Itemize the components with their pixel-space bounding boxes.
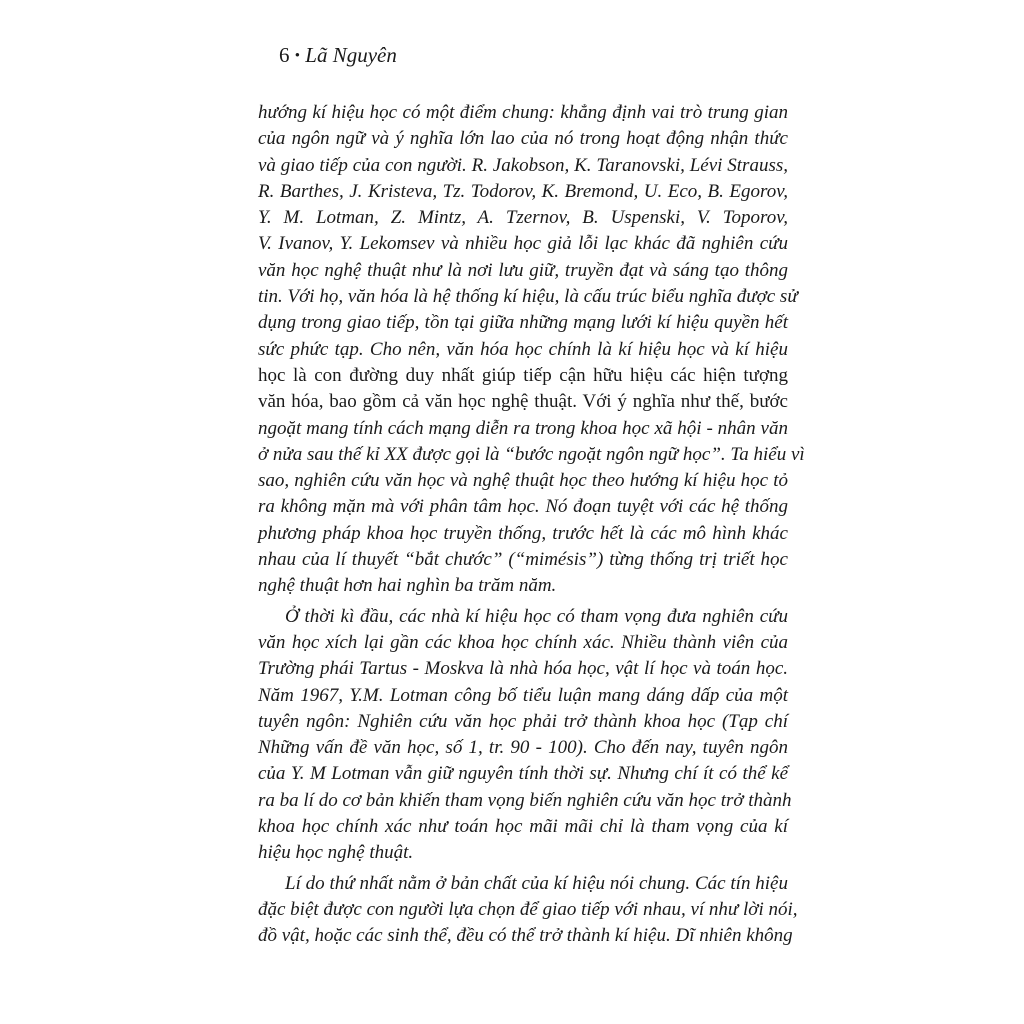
text-line: văn học nghệ thuật như là nơi lưu giữ, truyền đạt và sáng tạo thông [258, 259, 788, 281]
text-line: ngoặt mang tính cách mạng diễn ra trong khoa học xã hội - nhân văn [258, 417, 788, 439]
text-line: văn hóa, bao gồm cả văn học nghệ thuật. Với ý nghĩa như thế, bước [258, 391, 788, 413]
text-line: văn học xích lại gần các khoa học chính xác. Nhiều thành viên của [258, 631, 788, 653]
text-line: đồ vật, hoặc các sinh thể, đều có thể trở thành kí hiệu. Dĩ nhiên không [258, 925, 793, 947]
header-separator: • [294, 48, 301, 64]
text-line: hiệu học nghệ thuật. [258, 842, 414, 864]
text-line: Ở thời kì đầu, các nhà kí hiệu học có tham vọng đưa nghiên cứu [285, 605, 788, 627]
text-line: nghệ thuật hơn hai nghìn ba trăm năm. [258, 575, 557, 597]
paragraph-1 [258, 100, 805, 600]
text-line: và giao tiếp của con người. R. Jakobson, K. Taranovski, Lévi Strauss, [258, 154, 788, 176]
running-header [279, 42, 397, 71]
text-line: Những vấn đề văn học, số 1, tr. 90 - 100). Cho đến nay, tuyên ngôn [258, 737, 788, 759]
text-line: của ngôn ngữ và ý nghĩa lớn lao của nó trong hoạt động nhận thức [258, 128, 788, 150]
text-line: ra không mặn mà với phân tâm học. Nó đoạn tuyệt với các hệ thống [258, 496, 788, 518]
body-text [258, 100, 805, 950]
text-line: dụng trong giao tiếp, tồn tại giữa những mạng lưới kí hiệu quyền hết [258, 312, 788, 334]
text-line: V. Ivanov, Y. Lekomsev và nhiều học giả lỗi lạc khác đã nghiên cứu [258, 233, 788, 255]
text-line: sức phức tạp. Cho nên, văn hóa học chính là kí hiệu học và kí hiệu [258, 338, 788, 360]
text-line: ra ba lí do cơ bản khiến tham vọng biến nghiên cứu văn học trở thành [258, 789, 792, 811]
text-line: nhau của lí thuyết “bắt chước” (“mimésis”) từng thống trị triết học [258, 549, 788, 571]
text-line: Lí do thứ nhất nằm ở bản chất của kí hiệu nói chung. Các tín hiệu [285, 872, 788, 894]
text-line: hướng kí hiệu học có một điểm chung: khẳng định vai trò trung gian [258, 102, 788, 123]
text-line: sao, nghiên cứu văn học và nghệ thuật học theo hướng kí hiệu học tỏ [258, 470, 788, 492]
text-line: tin. Với họ, văn hóa là hệ thống kí hiệu, là cấu trúc biểu nghĩa được sử [258, 286, 798, 308]
text-line: khoa học chính xác như toán học mãi mãi chỉ là tham vọng của kí [258, 816, 788, 838]
text-line: học là con đường duy nhất giúp tiếp cận hữu hiệu các hiện tượng [258, 364, 788, 386]
text-line: tuyên ngôn: Nghiên cứu văn học phải trở thành khoa học (Tạp chí [258, 710, 788, 732]
text-line: Năm 1967, Y.M. Lotman công bố tiểu luận mang dáng dấp của một [258, 684, 788, 706]
paragraph-2 [258, 604, 792, 867]
text-line: R. Barthes, J. Kristeva, Tz. Todorov, K. Bremond, U. Eco, B. Egorov, [258, 180, 788, 202]
text-line: của Y. M Lotman vẫn giữ nguyên tính thời sự. Nhưng chí ít có thể kể [258, 763, 788, 785]
text-line: ở nửa sau thế kỉ XX được gọi là “bước ngoặt ngôn ngữ học”. Ta hiểu vì [258, 443, 805, 465]
text-line: đặc biệt được con người lựa chọn để giao tiếp với nhau, ví như lời nói, [258, 898, 798, 920]
page-number: 6 [279, 43, 290, 67]
text-line: Y. M. Lotman, Z. Mintz, A. Tzernov, B. Uspenski, V. Toporov, [258, 207, 788, 229]
header-author: Lã Nguyên [305, 43, 397, 67]
paragraph-3 [258, 871, 798, 950]
text-line: phương pháp khoa học truyền thống, trước hết là các mô hình khác [258, 522, 788, 544]
text-line: Trường phái Tartus - Moskva là nhà hóa học, vật lí học và toán học. [258, 658, 788, 680]
